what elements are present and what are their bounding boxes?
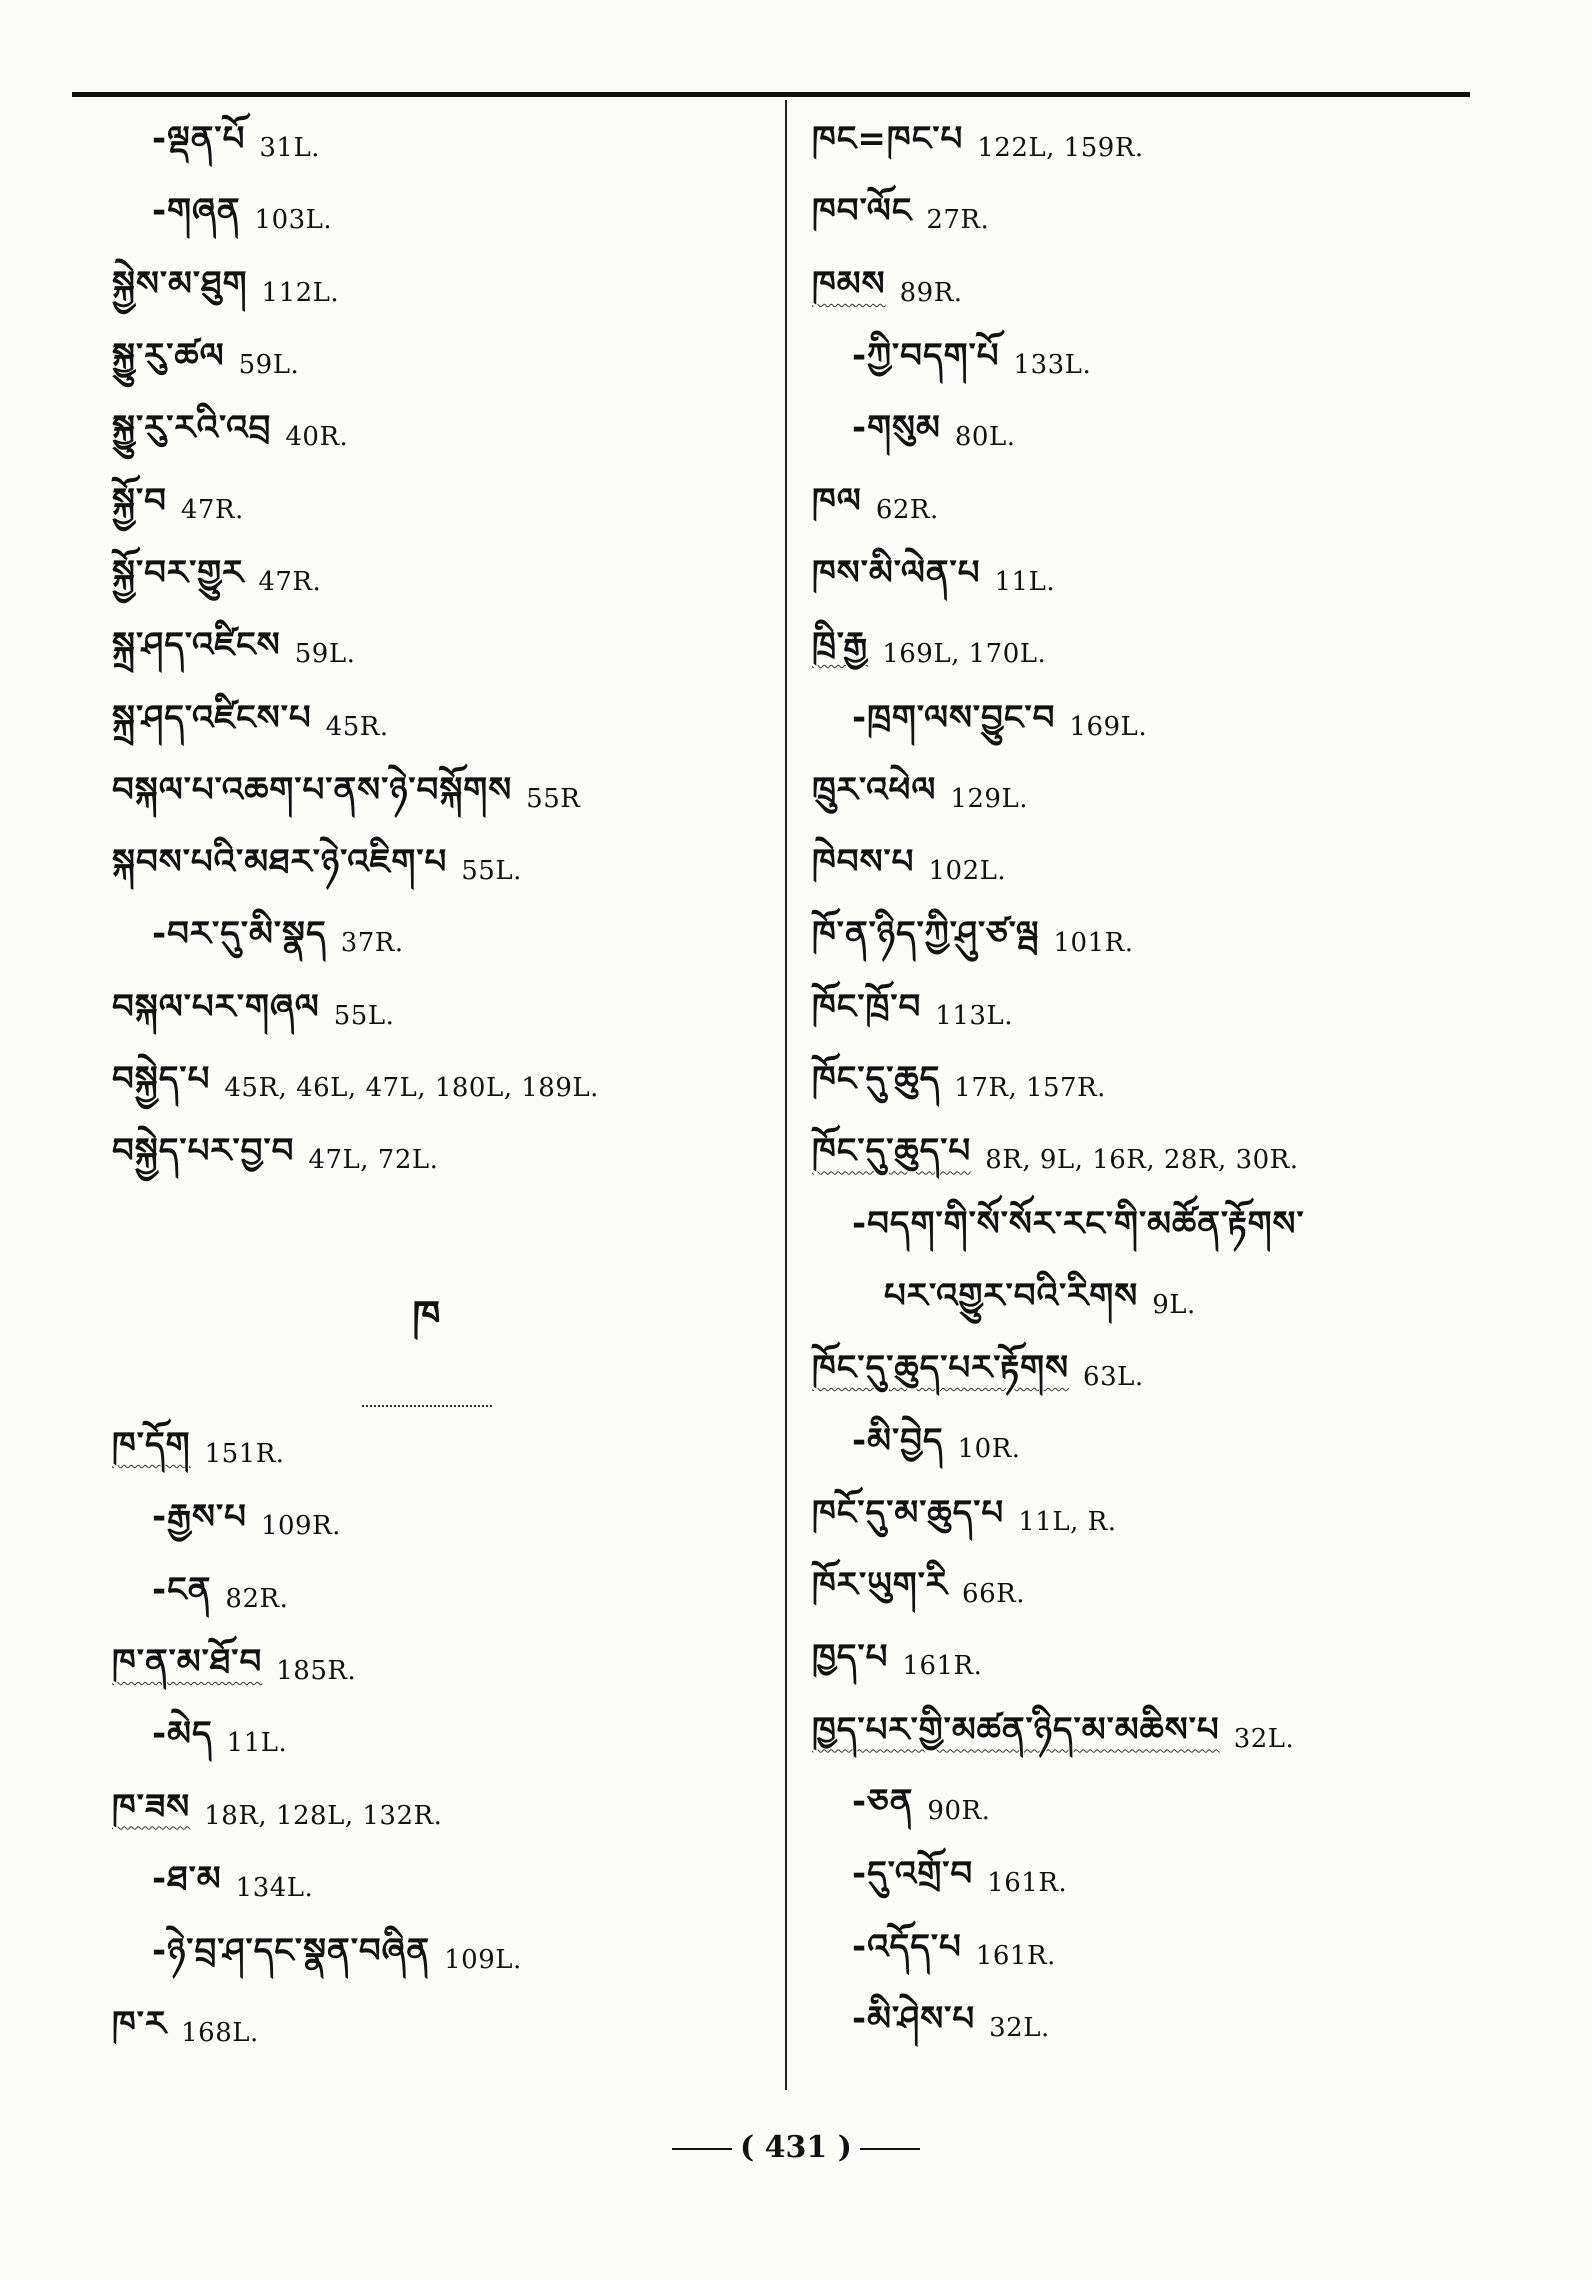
entry-page-refs: 80L. — [954, 422, 1016, 453]
entry-page-refs: 169L, 170L. — [882, 639, 1047, 670]
index-entry — [112, 401, 762, 473]
page-number — [0, 2130, 1592, 2165]
entry-page-refs: 32L. — [1233, 1723, 1295, 1754]
entry-term: པར་འགྱུར་བའི་རིགས — [884, 1275, 1139, 1316]
entry-term: ཁོ་ན་ཉིད་ཀྱི་ཤུ་ཙ་ལྦ — [812, 914, 1040, 955]
index-entry — [112, 1707, 762, 1779]
entry-term: སྐྱུ་རུ་ཚལ — [112, 336, 225, 377]
section-heading-underline — [362, 1397, 492, 1407]
right-column — [812, 112, 1492, 2064]
entry-term: སྐབས་པའི་མཐར་ཉེ་འཇིག་པ — [112, 842, 448, 883]
entry-term: བསྐྱེད་པ — [112, 1059, 211, 1100]
entry-term: -དུ་འགྲོ་བ — [852, 1854, 974, 1895]
entry-page-refs: 55R — [526, 783, 581, 814]
entry-term: ཁོང་དུ་ཆུད་པ — [812, 1131, 972, 1172]
column-divider — [785, 100, 787, 2090]
entry-page-refs: 55L. — [333, 1000, 395, 1031]
entry-term: ཁོང་ཁྲོ་བ — [812, 986, 922, 1027]
entry-page-refs: 8R, 9L, 16R, 28R, 30R. — [985, 1145, 1299, 1176]
entry-page-refs: 59L. — [294, 639, 356, 670]
entry-page-refs: 27R. — [926, 205, 990, 236]
entry-page-refs: 9L. — [1152, 1289, 1196, 1320]
entry-page-refs: 62R. — [875, 494, 939, 525]
entry-term: ཁྲི་རྒྱ — [812, 625, 869, 666]
index-entry — [812, 184, 1492, 256]
entry-term: ཁོར་ཡུག་རི — [812, 1565, 949, 1606]
entry-term: -ཁྲག་ལས་བྱུང་བ — [852, 697, 1056, 738]
entry-term: -བར་དུ་མི་སྣད — [152, 914, 327, 955]
entry-term: -མི་ཤེས་པ — [852, 1998, 976, 2039]
entry-term: ཁེབས་པ — [812, 842, 915, 883]
left-column-lower — [112, 1418, 762, 2069]
entry-page-refs: 40R. — [285, 422, 349, 453]
entry-term: -གཞན — [152, 191, 241, 232]
entry-term: ཁམས — [812, 263, 886, 304]
entry-page-refs: 161R. — [975, 1940, 1056, 1971]
entry-term: ཁ་ན་མ་ཐོ་བ — [112, 1642, 263, 1683]
entry-term: ཁང=ཁང་པ — [812, 119, 964, 160]
entry-page-refs: 103L. — [254, 205, 333, 236]
index-entry — [812, 1703, 1492, 1775]
entry-page-refs: 101R. — [1053, 928, 1134, 959]
section-heading — [362, 1270, 492, 1407]
entry-term: -ཐ་མ — [152, 1858, 222, 1899]
entry-page-refs: 122L, 159R. — [977, 133, 1144, 164]
entry-term: -ཅན — [852, 1781, 914, 1822]
entry-term: ཁྲུར་འཕེལ — [812, 769, 937, 810]
entry-term: བསྐྱེད་པར་བྱ་བ — [112, 1131, 295, 1172]
page-number-dash — [860, 2148, 920, 2150]
section-heading-letter: ཁ — [412, 1293, 442, 1339]
index-entry — [812, 1992, 1492, 2064]
entry-term: ཁས་མི་ལེན་པ — [812, 552, 981, 593]
entry-page-refs: 102L. — [928, 856, 1007, 887]
entry-term: ཁབ་ལོང — [812, 191, 913, 232]
entry-page-refs: 129L. — [950, 783, 1028, 814]
entry-page-refs: 89R. — [899, 277, 963, 308]
entry-page-refs: 32L. — [989, 2012, 1050, 2043]
entry-term: ཁོང་དུ་ཆུད་པར་རྟོགས — [812, 1348, 1070, 1389]
entry-term: -ངན — [152, 1569, 212, 1610]
entry-page-refs: 113L. — [935, 1000, 1013, 1031]
entry-page-refs: 11L, R. — [1018, 1506, 1117, 1537]
entry-page-refs: 82R. — [225, 1583, 289, 1614]
entry-page-refs: 18R, 128L, 132R. — [204, 1800, 443, 1831]
entry-term: -འདོད་པ — [852, 1926, 962, 1967]
entry-page-refs: 109R. — [260, 1511, 341, 1542]
index-entry — [112, 1924, 762, 1996]
entry-term: ཁངོ་དུ་མ་ཆུད་པ — [812, 1492, 1005, 1533]
entry-term: ཁལ — [812, 480, 862, 521]
entry-term: -ཀྱི་བདག་པོ — [852, 336, 1000, 377]
entry-page-refs: 55L. — [461, 856, 522, 887]
entry-page-refs: 59L. — [238, 350, 300, 381]
entry-term: ཁྱད་པ — [812, 1637, 889, 1678]
entry-term: -བདག་གི་སོ་སོར་རང་གི་མཚོན་རྟོགས་ — [852, 1203, 1305, 1244]
index-entry — [812, 112, 1492, 184]
entry-page-refs: 112L. — [261, 277, 340, 308]
entry-page-refs: 11L. — [994, 566, 1056, 597]
entry-page-refs: 66R. — [962, 1579, 1025, 1610]
entry-term: ཁ་ར — [112, 2003, 168, 2044]
entry-term: བསྐལ་པ་འཆག་པ་ནས་ཉེ་བསྐོགས — [112, 769, 513, 810]
entry-term: ཁོང་དུ་ཆུད — [812, 1059, 941, 1100]
entry-term: སྐྱེས་མ་ཐུག — [112, 263, 248, 304]
entry-page-refs: 45R. — [325, 711, 389, 742]
entry-term: བསྐལ་པར་གཞལ — [112, 986, 320, 1027]
entry-term: ཁ་ཟས — [112, 1786, 191, 1827]
entry-page-refs: 109L. — [444, 1945, 522, 1976]
index-entry — [112, 1996, 762, 2068]
entry-term: སྐྱོ་བ — [112, 480, 167, 521]
entry-page-refs: 63L. — [1083, 1362, 1144, 1393]
entry-term: སྐྲ་ཤད་འཛིངས་པ — [112, 697, 312, 738]
entry-page-refs: 11L. — [226, 1728, 288, 1759]
entry-term: -ལྡན་པོ — [152, 119, 246, 160]
top-rule — [72, 92, 1470, 97]
entry-term: -ཉེ་བྲ་ཤ་དང་སྣན་བཞིན — [152, 1931, 431, 1972]
entry-page-refs: 90R. — [927, 1795, 991, 1826]
left-column — [112, 112, 762, 1196]
entry-term: -རྒྱས་པ — [152, 1497, 247, 1538]
entry-page-refs: 17R, 157R. — [954, 1073, 1106, 1103]
entry-page-refs: 185R. — [276, 1656, 357, 1687]
page-number-text: ( 431 ) — [740, 2130, 852, 2165]
entry-page-refs: 47R. — [180, 494, 244, 525]
entry-term: -མི་བྱེད — [852, 1420, 944, 1461]
entry-page-refs: 169L. — [1069, 711, 1148, 742]
entry-page-refs: 37R. — [340, 928, 404, 959]
entry-term: སྐྱོ་བར་གྱུར — [112, 552, 245, 593]
entry-page-refs: 134L. — [235, 1872, 314, 1903]
entry-term: ཁ་དོག — [112, 1425, 191, 1466]
entry-page-refs: 161R. — [902, 1651, 983, 1682]
entry-page-refs: 133L. — [1013, 350, 1092, 381]
entry-page-refs: 45R, 46L, 47L, 180L, 189L. — [224, 1073, 599, 1103]
index-entry — [812, 401, 1492, 473]
entry-term: སྐྱུ་རུ་རའི་འབྲ — [112, 408, 272, 449]
index-entry — [112, 1124, 762, 1196]
entry-page-refs: 47L, 72L. — [308, 1145, 439, 1176]
entry-term: ཁྱད་པར་གྱི་མཚན་ཉིད་མ་མཆིས་པ — [812, 1709, 1220, 1750]
index-entry — [812, 546, 1492, 618]
entry-page-refs: 10R. — [957, 1434, 1021, 1465]
entry-term: -གསུམ — [852, 408, 941, 449]
entry-page-refs: 151R. — [204, 1439, 285, 1470]
entry-page-refs: 47R. — [258, 566, 322, 597]
entry-term: སྐྲ་ཤད་འཛིངས — [112, 625, 281, 666]
entry-term: -མེད — [152, 1714, 213, 1755]
index-entry — [812, 1558, 1492, 1630]
entry-page-refs: 161R. — [987, 1868, 1068, 1899]
entry-page-refs: 31L. — [259, 133, 320, 164]
page-number-dash — [672, 2148, 732, 2150]
entry-page-refs: 168L. — [181, 2017, 259, 2048]
